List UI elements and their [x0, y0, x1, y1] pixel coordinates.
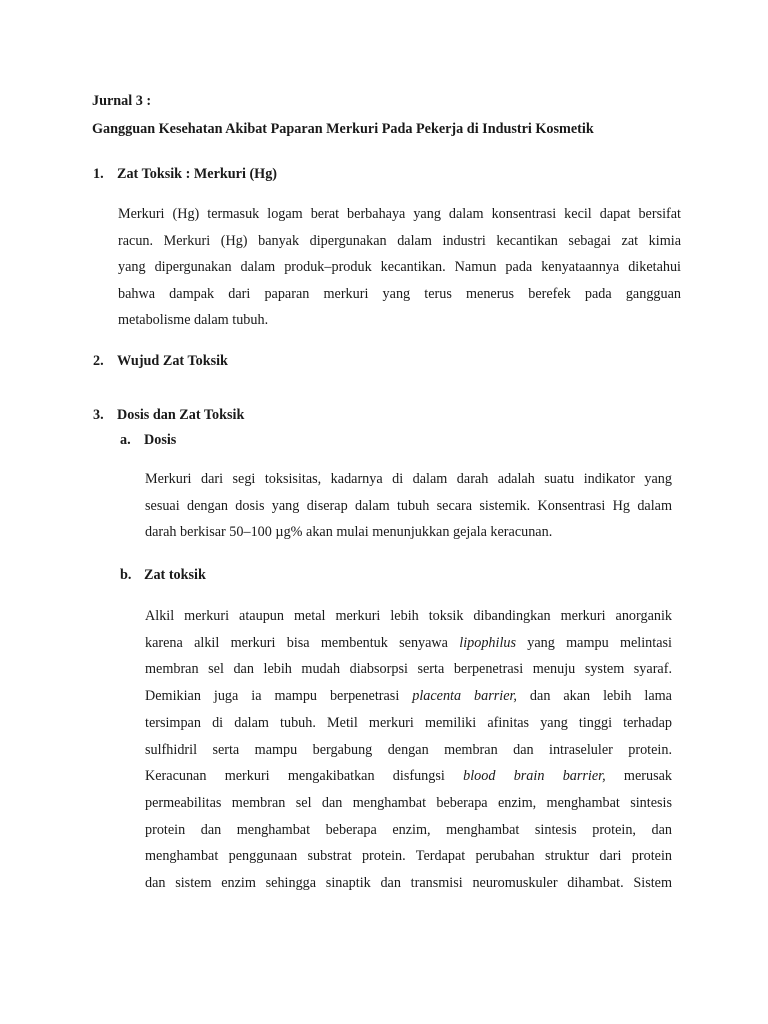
subsection-a-title: Dosis: [144, 432, 177, 448]
paragraph-line: bahwa dampak dari paparan merkuri yang terus menerus berefek pada gangguan: [118, 285, 681, 302]
section-1-paragraph: [118, 201, 681, 334]
text-run: Keracunan merkuri mengakibatkan disfungsi: [145, 768, 464, 785]
paragraph-line: [145, 683, 672, 710]
paragraph-line: protein dan menghambat beberapa enzim, menghambat sintesis protein, dan: [145, 821, 672, 838]
journal-label: Jurnal 3 :: [92, 93, 152, 109]
section-3-title: Dosis dan Zat Toksik: [117, 407, 245, 423]
subsection-b-paragraph: [145, 603, 672, 897]
text-run: dan akan lebih lama: [516, 688, 672, 705]
paragraph-line: racun. Merkuri (Hg) banyak dipergunakan dalam industri kecantikan sebagai zat kimia: [118, 232, 681, 249]
journal-title: Gangguan Kesehatan Akibat Paparan Merkuri Pada Pekerja di Industri Kosmetik: [92, 121, 594, 137]
section-2-title: Wujud Zat Toksik: [117, 353, 228, 369]
paragraph-line: [145, 630, 672, 657]
section-2-number: 2.: [93, 353, 104, 369]
italic-term: blood brain barrier,: [463, 768, 606, 785]
paragraph-line: tersimpan di dalam tubuh. Metil merkuri memiliki afinitas yang tinggi terhadap: [145, 714, 672, 731]
subsection-b-letter: b.: [120, 567, 132, 583]
subsection-a-letter: a.: [120, 432, 131, 448]
paragraph-line: Merkuri dari segi toksisitas, kadarnya di dalam darah adalah suatu indikator yang: [145, 471, 672, 487]
paragraph-line: [145, 763, 672, 790]
paragraph-line: membran sel dan lebih mudah diabsorpsi serta berpenetrasi menuju system syaraf.: [145, 661, 672, 678]
section-1-title: Zat Toksik : Merkuri (Hg): [117, 166, 278, 182]
section-1-number: 1.: [93, 166, 104, 182]
paragraph-line: Alkil merkuri ataupun metal merkuri lebih toksik dibandingkan merkuri anorganik: [145, 608, 672, 624]
subsection-a-paragraph: [145, 466, 672, 546]
text-run: Demikian juga ia mampu berpenetrasi: [145, 688, 413, 705]
paragraph-line: permeabilitas membran sel dan menghambat beberapa enzim, menghambat sintesis: [145, 794, 672, 811]
text-run: karena alkil merkuri bisa membentuk senyawa: [145, 634, 460, 651]
paragraph-line: yang dipergunakan dalam produk–produk kecantikan. Namun pada kenyataannya diketahui: [118, 259, 681, 275]
text-run: yang mampu melintasi: [516, 634, 672, 651]
paragraph-line: dan sistem enzim sehingga sinaptik dan transmisi neuromuskuler dihambat. Sistem: [145, 875, 672, 892]
paragraph-line: darah berkisar 50–100 µg% akan mulai menunjukkan gejala keracunan.: [145, 524, 553, 540]
italic-term: lipophilus: [459, 634, 517, 651]
paragraph-line: sulfhidril serta mampu bergabung dengan membran dan intraseluler protein.: [145, 741, 672, 758]
text-run: merusak: [605, 768, 672, 785]
section-3-number: 3.: [93, 407, 104, 423]
subsection-b-title: Zat toksik: [144, 567, 206, 583]
paragraph-line: Merkuri (Hg) termasuk logam berat berbahaya yang dalam konsentrasi kecil dapat bersifat: [118, 206, 681, 222]
paragraph-line: metabolisme dalam tubuh.: [118, 312, 269, 328]
paragraph-line: menghambat penggunaan substrat protein. Terdapat perubahan struktur dari protein: [145, 848, 672, 865]
italic-term: placenta barrier,: [412, 688, 517, 705]
paragraph-line: sesuai dengan dosis yang diserap dalam tubuh secara sistemik. Konsentrasi Hg dalam: [145, 497, 672, 514]
